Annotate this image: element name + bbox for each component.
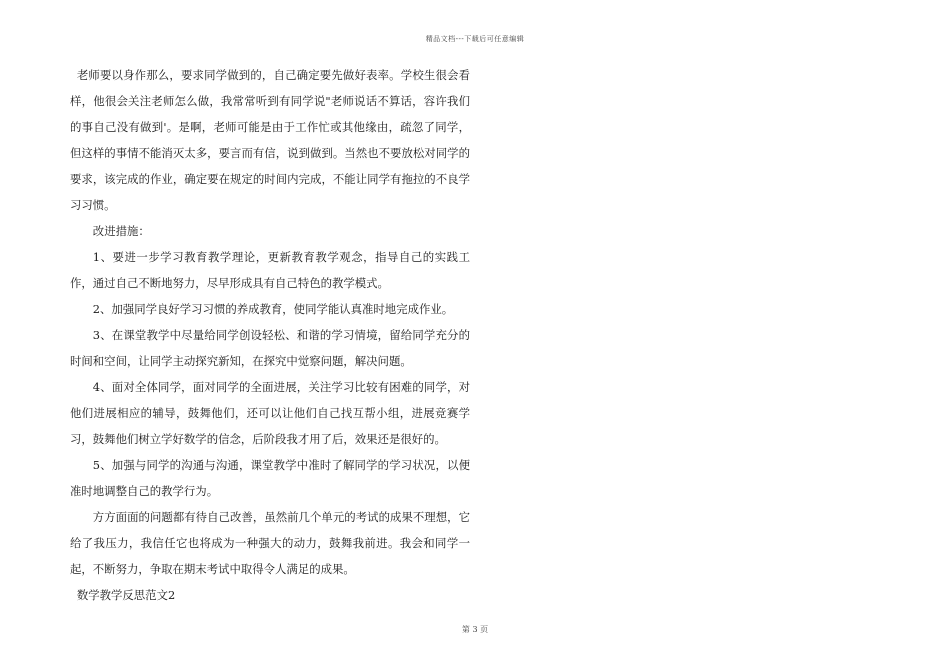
page-number: 第 3 页 <box>461 625 489 634</box>
page-header: 精品文档---下载后可任意编辑 <box>425 35 525 43</box>
paragraph-measure-2: 2、加强同学良好学习习惯的养成教育，使同学能认真准时地完成作业。 <box>92 302 454 316</box>
paragraph-measure-5: 5、加强与同学的沟通与沟通，课堂教学中准时了解同学的学习状况，以便准时地调整自己的教学行为。 <box>70 458 470 498</box>
paragraph-measure-3: 3、在课堂教学中尽量给同学创设轻松、和谐的学习情境，留给同学充分的时间和空间，让同学主动探究新知，在探究中觉察问题，解决问题。 <box>70 328 470 368</box>
document-body <box>70 62 470 608</box>
paragraph-improvement-heading: 改进措施： <box>92 224 150 238</box>
paragraph-measure-1: 1、要进一步学习教育教学理论，更新教育教学观念，指导自己的实践工作，通过自己不断地努力，尽早形成具有自己特色的教学模式。 <box>70 250 470 290</box>
section-heading: 数学教学反思范文2 <box>76 588 176 602</box>
paragraph-measure-4: 4、面对全体同学，面对同学的全面进展，关注学习比较有困难的同学，对他们进展相应的辅导，鼓舞他们，还可以让他们自己找互帮小组，进展竞赛学习，鼓舞他们树立学好数学的信念，后阶段我才用了后，效果还是很好的。 <box>70 380 470 446</box>
paragraph-intro: 老师要以身作那么，要求同学做到的，自己确定要先做好表率。学校生很会看样，他很会关注老师怎么做，我常常听到有同学说"老师说话不算话，容许我们的事自己没有做到'。是啊，老师可能是由于工作忙或其他缘由，疏忽了同学，但这样的事情不能消灭太多，要言而有信，说到做到。当然也不要放松对同学的要求，该完成的作业，确定要在规定的时间内完成，不能让同学有拖拉的不良学习习惯。 <box>70 68 470 212</box>
paragraph-conclusion: 方方面面的问题都有待自己改善，虽然前几个单元的考试的成果不理想，它给了我压力，我信任它也将成为一种强大的动力，鼓舞我前进。我会和同学一起，不断努力，争取在期末考试中取得令人满足的成果。 <box>70 510 470 576</box>
